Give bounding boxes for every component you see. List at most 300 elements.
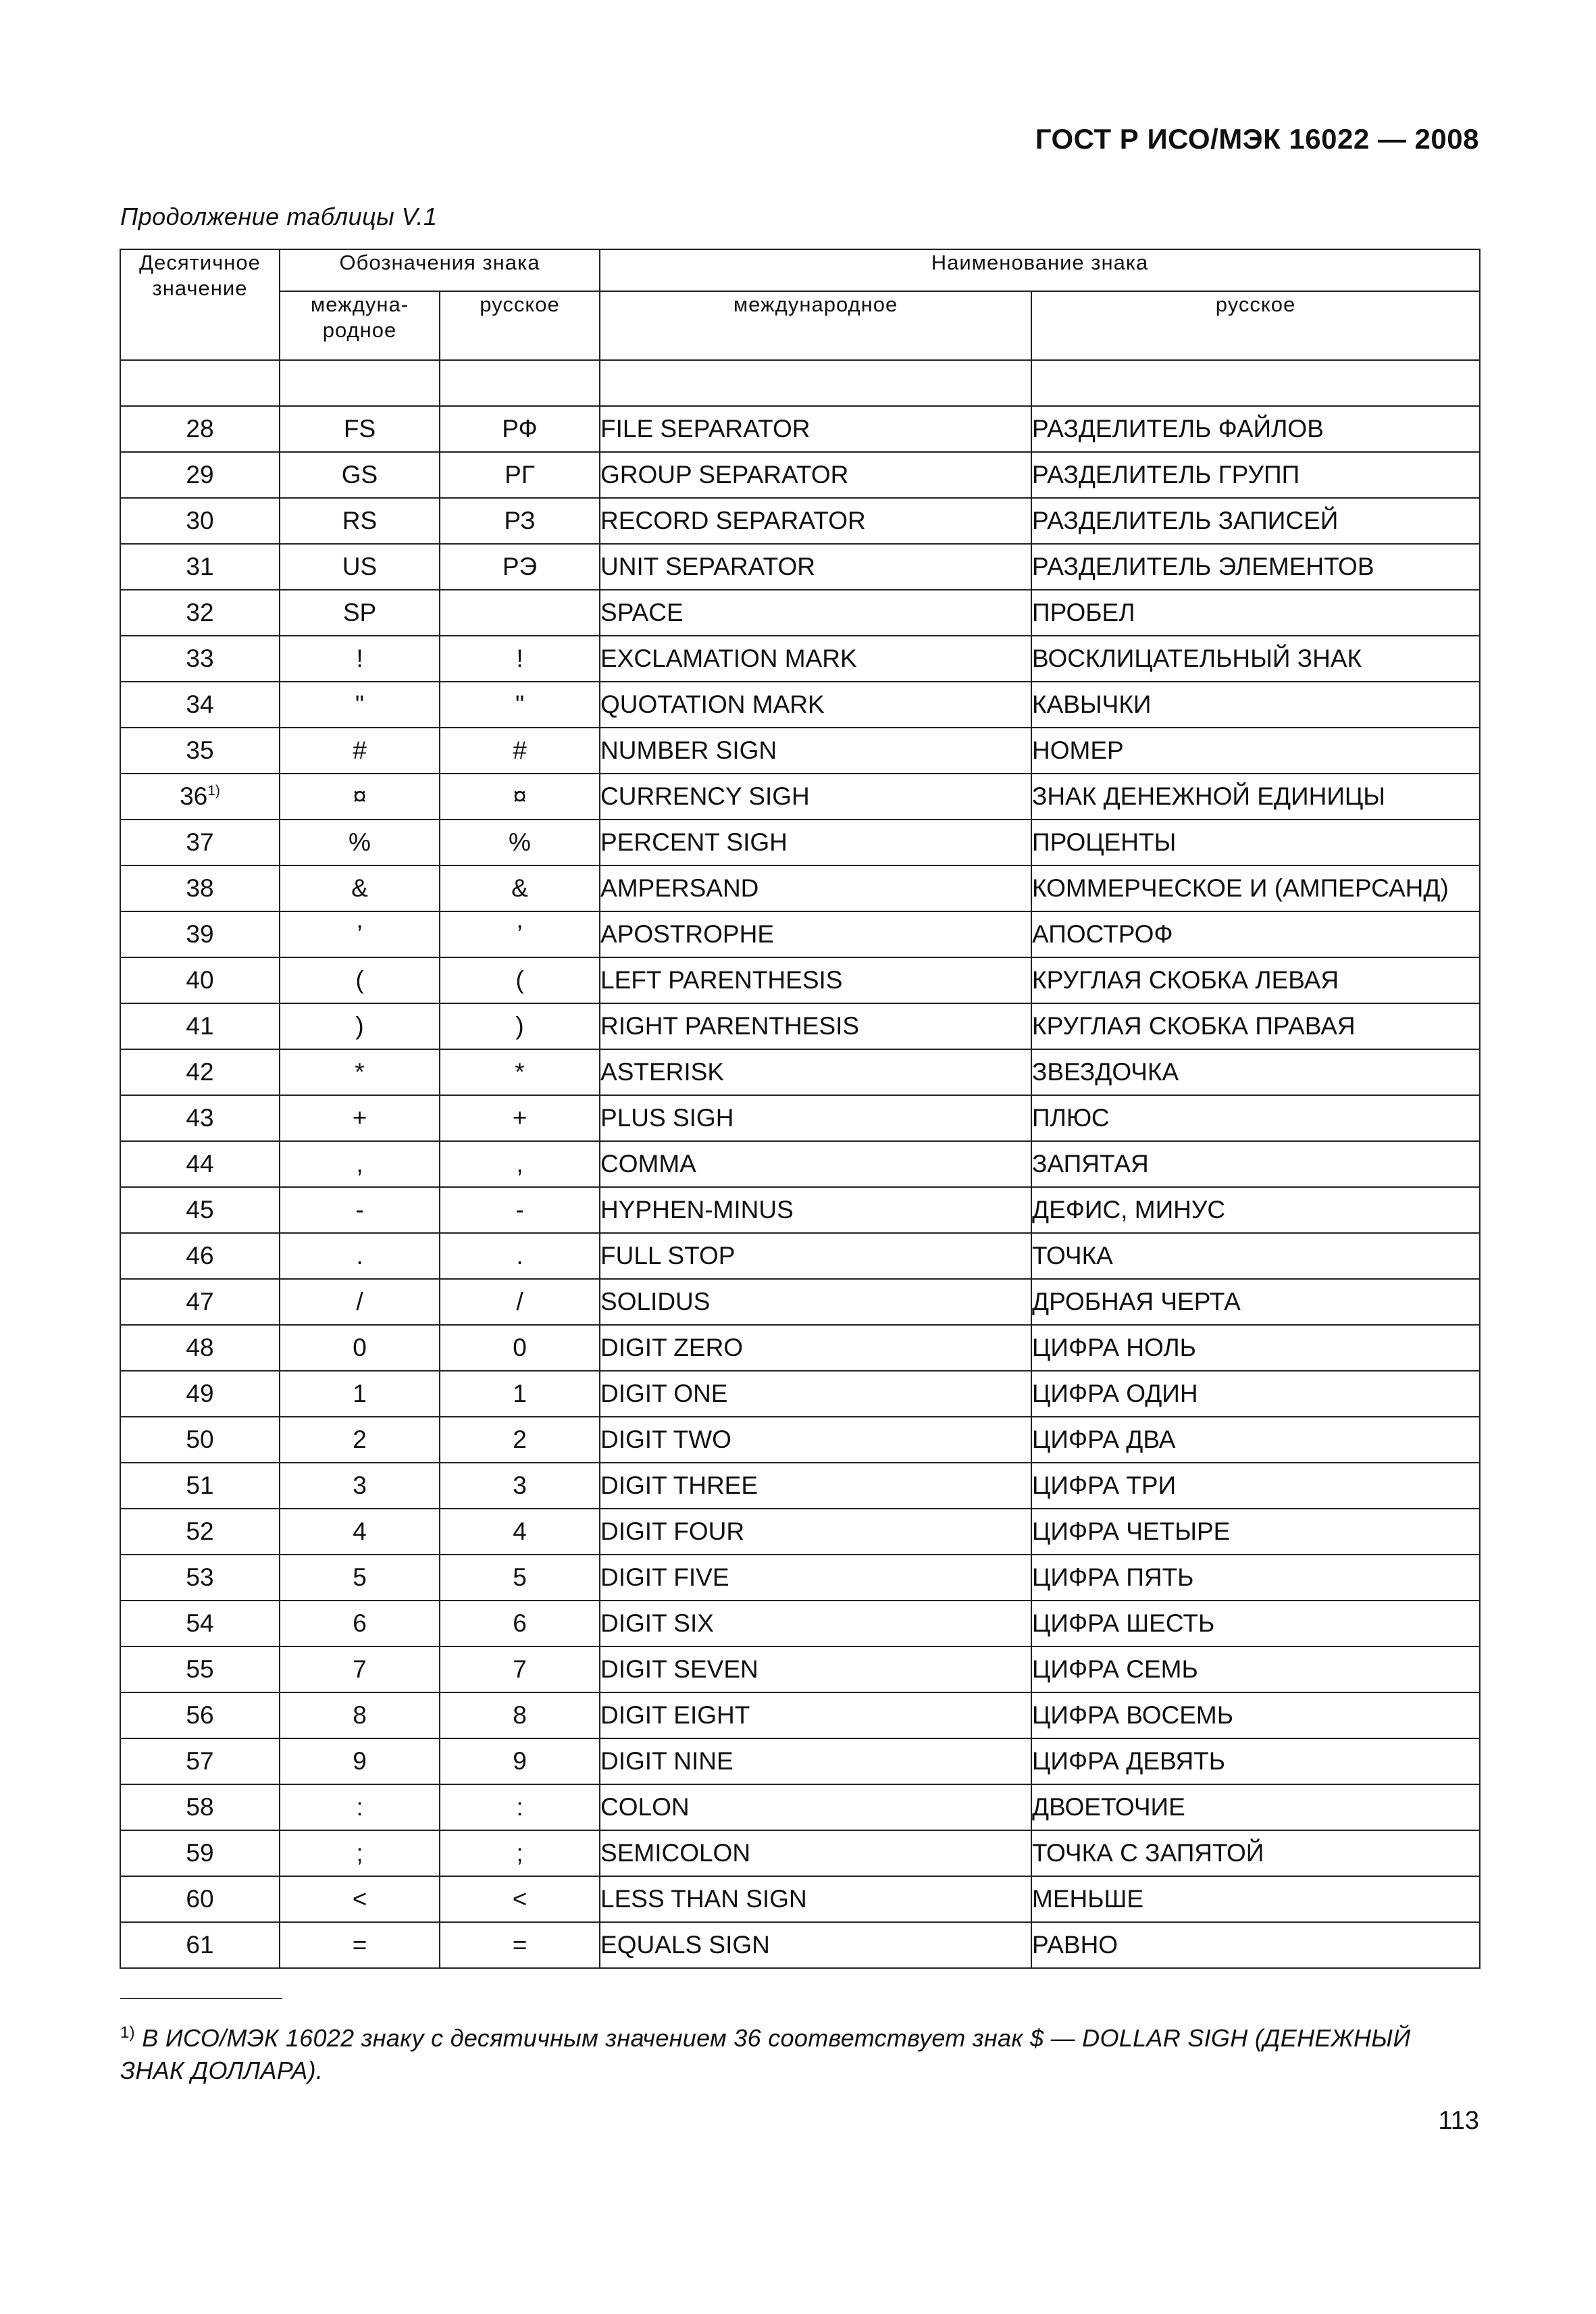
cell-ru-name [1031,1830,1480,1876]
cell-ru-designation-text: 2 [513,1426,527,1453]
cell-ru-designation-text: , [516,1150,523,1178]
table-row [120,1325,1480,1371]
cell-decimal [120,1646,280,1692]
cell-intl-name [600,1187,1031,1233]
cell-ru-designation-text: < [512,1885,527,1913]
cell-intl-designation-text: % [349,828,371,856]
cell-ru-name-text: НОМЕР [1032,736,1124,764]
cell-intl-name-text: AMPERSAND [600,874,759,902]
cell-ru-name-text: МЕНЬШЕ [1032,1885,1144,1913]
cell-ru-designation-text: + [512,1104,527,1132]
cell-ru-designation [440,1003,600,1049]
cell-intl-name [600,1279,1031,1325]
cell-intl-designation-text: < [352,1885,367,1913]
cell-intl-name [600,406,1031,452]
footnote-ref-mark: 1) [207,783,220,799]
cell-intl-designation-text: - [355,1196,364,1224]
cell-intl-name-text: FULL STOP [600,1242,736,1269]
cell-intl-designation-text: 4 [353,1517,367,1545]
cell-decimal-text: 29 [186,461,214,488]
cell-decimal [120,1830,280,1876]
cell-intl-designation [280,590,440,636]
cell-ru-designation-text: ; [516,1839,523,1867]
cell-intl-designation [280,1141,440,1187]
cell-intl-name-text: COMMA [600,1150,696,1178]
cell-intl-name-text: DIGIT THREE [600,1472,758,1499]
cell-decimal-text: 34 [186,690,214,718]
cell-decimal-text: 45 [186,1196,214,1224]
cell-ru-designation-text: 3 [513,1472,527,1499]
cell-intl-name-text: EQUALS SIGN [600,1931,770,1959]
cell-intl-designation-text: ( [355,966,364,994]
cell-ru-designation-text: : [516,1793,523,1821]
cell-intl-name [600,957,1031,1003]
cell-ru-designation [440,1922,600,1968]
header-name: Наименование знака [600,249,1480,291]
cell-ru-name-text: АПОСТРОФ [1032,920,1173,948]
header-ru-designation: русское [440,291,600,360]
cell-decimal-text: 50 [186,1426,214,1453]
table-row [120,1095,1480,1141]
cell-ru-name [1031,1509,1480,1555]
cell-intl-name-text: FILE SEPARATOR [600,415,810,443]
cell-decimal [120,1555,280,1601]
cell-ru-designation-text: = [512,1931,527,1959]
cell-intl-designation-text: ) [355,1012,364,1040]
cell-decimal-text: 47 [186,1288,214,1315]
cell-ru-name-text: РАВНО [1032,1931,1118,1959]
cell-ru-designation-text: & [511,874,528,902]
cell-intl-name [600,1784,1031,1830]
cell-intl-name-text: DIGIT EIGHT [600,1701,750,1729]
cell-ru-name [1031,1738,1480,1784]
cell-decimal [120,452,280,498]
cell-intl-designation [280,911,440,957]
cell-ru-name-text: КАВЫЧКИ [1032,690,1152,718]
table-row [120,1784,1480,1830]
cell-ru-designation [440,1601,600,1646]
table-row [120,498,1480,544]
cell-decimal [120,1738,280,1784]
cell-decimal [120,590,280,636]
table-row [120,1646,1480,1692]
cell-ru-designation-text: ’ [517,920,523,948]
cell-intl-designation-text: # [353,736,367,764]
cell-ru-designation-text: ¤ [513,782,527,810]
cell-intl-name [600,1738,1031,1784]
cell-ru-name [1031,1601,1480,1646]
cell-ru-designation-text: 9 [513,1747,527,1775]
cell-decimal-text: 28 [186,415,214,443]
cell-intl-designation-text: / [356,1288,363,1315]
cell-intl-designation [280,682,440,728]
cell-ru-name [1031,1922,1480,1968]
cell-ru-name [1031,682,1480,728]
cell-decimal-text: 61 [186,1931,214,1959]
cell-intl-designation-text: 0 [353,1334,367,1361]
cell-intl-designation [280,1417,440,1463]
table-row [120,590,1480,636]
cell-intl-designation [280,1738,440,1784]
footnote-text: В ИСО/МЭК 16022 знаку с десятичным значением 36 соответствует знак $ — DOLLAR SIGH (ДЕНЕЖНЫЙ ЗНАК ДОЛЛАРА). [120,2024,1411,2084]
table-body [120,406,1480,1968]
cell-decimal [120,1049,280,1095]
cell-ru-designation-text: * [515,1058,525,1086]
cell-ru-name-text: ЗНАК ДЕНЕЖНОЙ ЕДИНИЦЫ [1032,782,1386,810]
cell-ru-name-text: ЦИФРА ДВА [1032,1426,1176,1453]
header-ru-name: русское [1031,291,1480,360]
cell-intl-designation [280,1876,440,1922]
cell-intl-name-text: DIGIT TWO [600,1426,731,1453]
cell-ru-designation-text: 1 [513,1380,527,1407]
character-table [120,249,1481,1969]
cell-decimal [120,1233,280,1279]
cell-ru-designation [440,957,600,1003]
cell-decimal-text: 53 [186,1563,214,1591]
cell-intl-designation [280,1830,440,1876]
cell-intl-designation-text: 6 [353,1609,367,1637]
cell-ru-designation [440,1463,600,1509]
cell-ru-name-text: РАЗДЕЛИТЕЛЬ ЗАПИСЕЙ [1032,507,1339,534]
cell-ru-name-text: ЦИФРА ШЕСТЬ [1032,1609,1215,1637]
cell-ru-name [1031,1463,1480,1509]
cell-ru-name [1031,1784,1480,1830]
cell-intl-name-text: NUMBER SIGN [600,736,777,764]
cell-ru-name [1031,1187,1480,1233]
cell-decimal [120,957,280,1003]
cell-ru-name [1031,1095,1480,1141]
cell-decimal [120,911,280,957]
cell-ru-designation-text: % [509,828,531,856]
cell-ru-name [1031,1325,1480,1371]
cell-intl-name-text: DIGIT ZERO [600,1334,744,1361]
cell-ru-designation [440,452,600,498]
cell-ru-name [1031,1141,1480,1187]
cell-decimal-text: 31 [186,553,214,580]
cell-ru-name [1031,1233,1480,1279]
cell-decimal-text: 32 [186,599,214,626]
table-row [120,1141,1480,1187]
cell-ru-designation-text: 8 [513,1701,527,1729]
cell-intl-name [600,1463,1031,1509]
cell-decimal-text: 35 [186,736,214,764]
cell-intl-name [600,1417,1031,1463]
cell-ru-designation [440,1187,600,1233]
table-row [120,1922,1480,1968]
cell-intl-name-text: SEMICOLON [600,1839,751,1867]
cell-intl-designation-text: ¤ [353,782,367,810]
cell-intl-name [600,865,1031,911]
cell-decimal [120,1325,280,1371]
cell-decimal [120,544,280,590]
cell-ru-designation-text: # [513,736,527,764]
table-row [120,1371,1480,1417]
cell-decimal-text: 44 [186,1150,214,1178]
cell-intl-name-text: RIGHT PARENTHESIS [600,1012,860,1040]
cell-ru-name-text: КОММЕРЧЕСКОЕ И (АМПЕРСАНД) [1032,874,1449,902]
cell-decimal [120,728,280,774]
cell-decimal [120,1876,280,1922]
cell-intl-designation-text: + [352,1104,367,1132]
cell-decimal-text: 39 [186,920,214,948]
cell-ru-name [1031,1692,1480,1738]
cell-intl-name [600,1692,1031,1738]
cell-intl-name [600,1922,1031,1968]
cell-intl-name [600,636,1031,682]
cell-intl-name [600,1646,1031,1692]
cell-decimal-text: 52 [186,1517,214,1545]
cell-ru-name-text: ТОЧКА С ЗАПЯТОЙ [1032,1839,1264,1867]
cell-intl-name-text: ASTERISK [600,1058,725,1086]
cell-ru-designation-text: 5 [513,1563,527,1591]
cell-intl-designation [280,498,440,544]
cell-ru-name-text: ЗВЕЗДОЧКА [1032,1058,1179,1086]
table-row [120,1601,1480,1646]
cell-ru-designation-text: - [515,1196,524,1224]
cell-ru-designation-text: ) [515,1012,524,1040]
cell-ru-name-text: ЗАПЯТАЯ [1032,1150,1149,1178]
table-row [120,1555,1480,1601]
table-row [120,1509,1480,1555]
cell-intl-name-text: EXCLAMATION MARK [600,645,857,672]
cell-ru-designation-text: 0 [513,1334,527,1361]
cell-ru-name [1031,1417,1480,1463]
cell-intl-designation [280,1784,440,1830]
cell-intl-designation [280,1463,440,1509]
cell-ru-name [1031,590,1480,636]
cell-intl-designation [280,865,440,911]
cell-intl-designation [280,1003,440,1049]
cell-decimal [120,1187,280,1233]
table-row [120,1876,1480,1922]
cell-ru-designation-text: РФ [502,415,538,443]
cell-intl-designation-text: GS [341,461,378,488]
cell-intl-designation [280,544,440,590]
cell-decimal [120,406,280,452]
cell-intl-name-text: DIGIT NINE [600,1747,733,1775]
cell-intl-name [600,1509,1031,1555]
cell-intl-name-text: DIGIT SEVEN [600,1655,758,1683]
cell-intl-name-text: LEFT PARENTHESIS [600,966,843,994]
cell-intl-designation [280,1187,440,1233]
cell-decimal [120,1279,280,1325]
footnote [120,2017,1478,2087]
cell-ru-designation [440,636,600,682]
cell-intl-name-text: CURRENCY SIGH [600,782,810,810]
header-spacer-row [120,360,1480,406]
cell-decimal-text: 38 [186,874,214,902]
cell-decimal-text: 49 [186,1380,214,1407]
cell-intl-name [600,1555,1031,1601]
table-row [120,406,1480,452]
table-row [120,957,1480,1003]
cell-intl-designation-text: " [355,690,365,718]
cell-ru-name [1031,498,1480,544]
cell-ru-designation-text: РЗ [504,507,536,534]
cell-intl-designation-text: 2 [353,1426,367,1453]
cell-decimal [120,498,280,544]
cell-ru-designation-text: / [516,1288,523,1315]
cell-ru-name [1031,1049,1480,1095]
cell-intl-designation-text: 7 [353,1655,367,1683]
cell-ru-name [1031,1555,1480,1601]
cell-decimal [120,1922,280,1968]
table-row [120,682,1480,728]
cell-intl-name [600,590,1031,636]
cell-decimal [120,774,280,820]
cell-ru-designation-text: 6 [513,1609,527,1637]
page-number: 113 [1438,2107,1479,2135]
table-row [120,1049,1480,1095]
cell-decimal [120,865,280,911]
cell-ru-name-text: КРУГЛАЯ СКОБКА ЛЕВАЯ [1032,966,1339,994]
cell-intl-designation [280,1371,440,1417]
cell-intl-designation-text: , [356,1150,363,1178]
cell-intl-designation-text: FS [343,415,376,443]
cell-decimal [120,1601,280,1646]
cell-ru-designation [440,682,600,728]
cell-ru-name [1031,728,1480,774]
cell-intl-designation [280,406,440,452]
cell-intl-name [600,820,1031,865]
cell-ru-name [1031,544,1480,590]
cell-intl-designation [280,1279,440,1325]
cell-ru-name-text: ДЕФИС, МИНУС [1032,1196,1226,1224]
cell-ru-designation [440,1049,600,1095]
cell-ru-designation [440,1279,600,1325]
cell-intl-name [600,1876,1031,1922]
cell-ru-designation [440,1876,600,1922]
cell-intl-designation-text: SP [342,599,377,626]
cell-intl-designation [280,774,440,820]
cell-ru-designation [440,1325,600,1371]
cell-intl-name-text: DIGIT ONE [600,1380,728,1407]
cell-ru-name-text: ЦИФРА ДЕВЯТЬ [1032,1747,1226,1775]
cell-ru-name [1031,911,1480,957]
cell-decimal [120,1692,280,1738]
cell-decimal-text: 36 [180,782,208,810]
cell-ru-designation [440,1417,600,1463]
cell-ru-designation [440,1738,600,1784]
cell-intl-name [600,1049,1031,1095]
cell-ru-name-text: КРУГЛАЯ СКОБКА ПРАВАЯ [1032,1012,1356,1040]
cell-intl-name [600,452,1031,498]
cell-intl-name [600,1003,1031,1049]
table-row [120,1417,1480,1463]
cell-decimal-text: 48 [186,1334,214,1361]
cell-decimal-text: 58 [186,1793,214,1821]
cell-ru-name-text: ЦИФРА ОДИН [1032,1380,1198,1407]
table-row [120,774,1480,820]
cell-decimal [120,636,280,682]
cell-ru-name [1031,636,1480,682]
cell-ru-name-text: ПРОБЕЛ [1032,599,1135,626]
cell-intl-name [600,774,1031,820]
cell-intl-designation [280,1233,440,1279]
cell-ru-designation [440,1692,600,1738]
table-caption: Продолжение таблицы V.1 [120,203,438,230]
cell-decimal-text: 54 [186,1609,214,1637]
cell-ru-name-text: РАЗДЕЛИТЕЛЬ ФАЙЛОВ [1032,415,1324,443]
cell-intl-name-text: DIGIT FOUR [600,1517,745,1545]
table-row [120,820,1480,865]
cell-ru-name-text: ЦИФРА ЧЕТЫРЕ [1032,1517,1231,1545]
cell-ru-designation-text: ! [516,645,523,672]
cell-intl-name-text: LESS THAN SIGN [600,1885,807,1913]
cell-ru-designation [440,728,600,774]
cell-ru-designation [440,1095,600,1141]
cell-intl-name-text: UNIT SEPARATOR [600,553,816,580]
cell-decimal-text: 42 [186,1058,214,1086]
cell-ru-designation [440,774,600,820]
cell-decimal [120,682,280,728]
table-row [120,1463,1480,1509]
cell-ru-designation [440,544,600,590]
cell-intl-name-text: COLON [600,1793,690,1821]
cell-ru-designation [440,1555,600,1601]
cell-intl-designation [280,1049,440,1095]
cell-decimal-text: 59 [186,1839,214,1867]
cell-ru-designation [440,911,600,957]
cell-decimal-text: 46 [186,1242,214,1269]
cell-intl-designation [280,1692,440,1738]
cell-intl-designation [280,1555,440,1601]
cell-ru-name-text: ЦИФРА ТРИ [1032,1472,1177,1499]
header-intl-designation: междуна-родное [280,291,440,360]
cell-ru-designation [440,865,600,911]
cell-intl-designation-text: * [355,1058,365,1086]
cell-intl-name-text: GROUP SEPARATOR [600,461,849,488]
cell-ru-designation [440,498,600,544]
cell-ru-name-text: ДРОБНАЯ ЧЕРТА [1032,1288,1241,1315]
table-row [120,1187,1480,1233]
cell-intl-name [600,1325,1031,1371]
cell-ru-designation-text: 4 [513,1517,527,1545]
cell-intl-name-text: RECORD SEPARATOR [600,507,866,534]
cell-intl-designation-text: US [342,553,378,580]
cell-ru-name [1031,957,1480,1003]
table-row [120,865,1480,911]
table-row [120,636,1480,682]
cell-ru-name-text: ВОСКЛИЦАТЕЛЬНЫЙ ЗНАК [1032,645,1362,672]
cell-decimal-text: 51 [186,1472,214,1499]
cell-intl-designation [280,1601,440,1646]
cell-intl-designation [280,820,440,865]
cell-intl-name [600,728,1031,774]
cell-intl-designation-text: 3 [353,1472,367,1499]
header-decimal: Десятичное значение [120,249,280,360]
table-row [120,544,1480,590]
cell-ru-name-text: РАЗДЕЛИТЕЛЬ ЭЛЕМЕНТОВ [1032,553,1374,580]
cell-intl-name [600,1141,1031,1187]
table-row [120,911,1480,957]
cell-intl-designation [280,636,440,682]
cell-intl-designation-text: ’ [357,920,363,948]
cell-intl-name-text: SPACE [600,599,684,626]
cell-ru-designation [440,1509,600,1555]
cell-ru-name-text: ПЛЮС [1032,1104,1110,1132]
footnote-mark: 1) [120,2023,135,2042]
cell-decimal [120,820,280,865]
cell-intl-name [600,911,1031,957]
cell-intl-designation [280,1509,440,1555]
cell-intl-designation [280,957,440,1003]
cell-ru-name [1031,1371,1480,1417]
cell-intl-designation [280,1922,440,1968]
cell-ru-designation [440,1141,600,1187]
cell-intl-designation [280,452,440,498]
header-intl-name: международное [600,291,1031,360]
